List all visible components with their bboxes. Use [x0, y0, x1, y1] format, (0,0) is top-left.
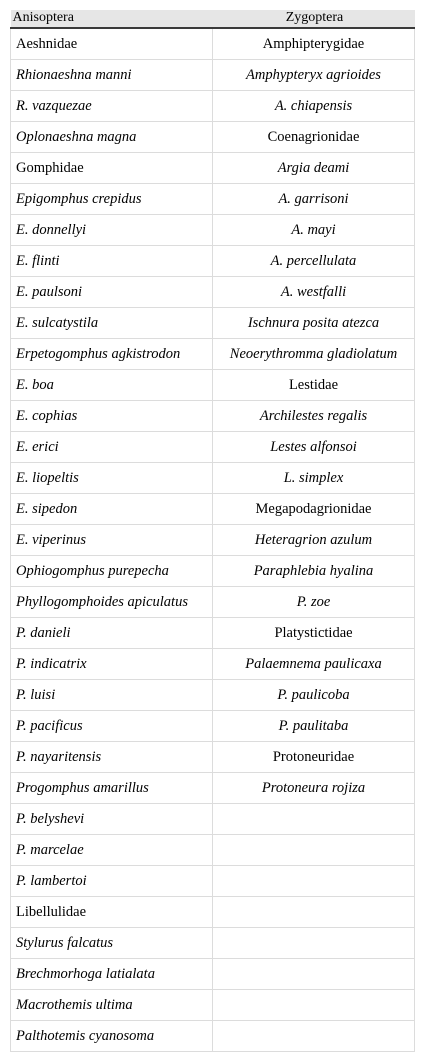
table-row	[11, 525, 415, 556]
anisoptera-cell: Brechmorhoga latialata	[11, 959, 213, 990]
anisoptera-cell: P. luisi	[11, 680, 213, 711]
zygoptera-cell: Lestes alfonsoi	[213, 432, 415, 463]
zygoptera-cell	[213, 897, 415, 928]
zygoptera-cell: P. paulitaba	[213, 711, 415, 742]
table-row	[11, 804, 415, 835]
zygoptera-cell: Coenagrionidae	[213, 122, 415, 153]
zygoptera-cell: P. zoe	[213, 587, 415, 618]
anisoptera-cell: E. erici	[11, 432, 213, 463]
zygoptera-cell: Neoerythromma gladiolatum	[213, 339, 415, 370]
table-row	[11, 401, 415, 432]
table-row	[11, 308, 415, 339]
anisoptera-cell: Phyllogomphoides apiculatus	[11, 587, 213, 618]
zygoptera-cell: Protoneura rojiza	[213, 773, 415, 804]
header-zygoptera: Zygoptera	[213, 10, 415, 28]
header-anisoptera: Anisoptera	[11, 10, 213, 28]
anisoptera-cell: Palthotemis cyanosoma	[11, 1021, 213, 1052]
table-row	[11, 494, 415, 525]
table-row	[11, 711, 415, 742]
table-row	[11, 866, 415, 897]
table-row	[11, 990, 415, 1021]
anisoptera-cell: P. nayaritensis	[11, 742, 213, 773]
table-row	[11, 432, 415, 463]
zygoptera-cell	[213, 1021, 415, 1052]
anisoptera-cell: Libellulidae	[11, 897, 213, 928]
anisoptera-cell: Ophiogomphus purepecha	[11, 556, 213, 587]
anisoptera-cell: Oplonaeshna magna	[11, 122, 213, 153]
table-row	[11, 122, 415, 153]
anisoptera-cell: Progomphus amarillus	[11, 773, 213, 804]
zygoptera-cell: Amphypteryx agrioides	[213, 60, 415, 91]
anisoptera-cell: Gomphidae	[11, 153, 213, 184]
table-row	[11, 680, 415, 711]
zygoptera-cell	[213, 804, 415, 835]
zygoptera-cell: L. simplex	[213, 463, 415, 494]
zygoptera-cell: Megapodagrionidae	[213, 494, 415, 525]
species-table-container	[10, 10, 412, 1052]
anisoptera-cell: E. donnellyi	[11, 215, 213, 246]
anisoptera-cell: Erpetogomphus agkistrodon	[11, 339, 213, 370]
anisoptera-cell: P. marcelae	[11, 835, 213, 866]
zygoptera-cell: A. garrisoni	[213, 184, 415, 215]
table-row	[11, 463, 415, 494]
anisoptera-cell: E. flinti	[11, 246, 213, 277]
zygoptera-cell: A. chiapensis	[213, 91, 415, 122]
table-row	[11, 246, 415, 277]
zygoptera-cell: A. percellulata	[213, 246, 415, 277]
table-row	[11, 184, 415, 215]
table-row	[11, 370, 415, 401]
table-row	[11, 339, 415, 370]
zygoptera-cell: A. mayi	[213, 215, 415, 246]
anisoptera-cell: P. danieli	[11, 618, 213, 649]
zygoptera-cell: P. paulicoba	[213, 680, 415, 711]
anisoptera-cell: E. cophias	[11, 401, 213, 432]
zygoptera-cell: Platystictidae	[213, 618, 415, 649]
zygoptera-cell: Palaemnema paulicaxa	[213, 649, 415, 680]
zygoptera-cell	[213, 959, 415, 990]
zygoptera-cell: Archilestes regalis	[213, 401, 415, 432]
table-row	[11, 897, 415, 928]
table-row	[11, 773, 415, 804]
table-row	[11, 835, 415, 866]
zygoptera-cell: Argia deami	[213, 153, 415, 184]
anisoptera-cell: E. sipedon	[11, 494, 213, 525]
zygoptera-cell	[213, 990, 415, 1021]
anisoptera-cell: Macrothemis ultima	[11, 990, 213, 1021]
anisoptera-cell: Rhionaeshna manni	[11, 60, 213, 91]
table-row	[11, 215, 415, 246]
zygoptera-cell: Amphipterygidae	[213, 28, 415, 60]
table-row	[11, 556, 415, 587]
zygoptera-cell	[213, 835, 415, 866]
zygoptera-cell: Lestidae	[213, 370, 415, 401]
anisoptera-cell: Epigomphus crepidus	[11, 184, 213, 215]
anisoptera-cell: E. paulsoni	[11, 277, 213, 308]
table-row	[11, 28, 415, 60]
zygoptera-cell: Paraphlebia hyalina	[213, 556, 415, 587]
table-row	[11, 649, 415, 680]
table-row	[11, 60, 415, 91]
table-header-row	[11, 10, 415, 28]
anisoptera-cell: P. belyshevi	[11, 804, 213, 835]
zygoptera-cell: Heteragrion azulum	[213, 525, 415, 556]
anisoptera-cell: E. viperinus	[11, 525, 213, 556]
anisoptera-cell: P. indicatrix	[11, 649, 213, 680]
species-table	[10, 10, 415, 1052]
table-row	[11, 587, 415, 618]
zygoptera-cell	[213, 928, 415, 959]
table-row	[11, 928, 415, 959]
table-row	[11, 959, 415, 990]
anisoptera-cell: E. boa	[11, 370, 213, 401]
anisoptera-cell: E. liopeltis	[11, 463, 213, 494]
zygoptera-cell	[213, 866, 415, 897]
table-row	[11, 153, 415, 184]
anisoptera-cell: Aeshnidae	[11, 28, 213, 60]
table-row	[11, 91, 415, 122]
zygoptera-cell: Protoneuridae	[213, 742, 415, 773]
table-row	[11, 277, 415, 308]
zygoptera-cell: A. westfalli	[213, 277, 415, 308]
table-body	[11, 28, 415, 1052]
table-row	[11, 1021, 415, 1052]
table-row	[11, 618, 415, 649]
anisoptera-cell: E. sulcatystila	[11, 308, 213, 339]
anisoptera-cell: P. lambertoi	[11, 866, 213, 897]
anisoptera-cell: P. pacificus	[11, 711, 213, 742]
table-row	[11, 742, 415, 773]
anisoptera-cell: Stylurus falcatus	[11, 928, 213, 959]
zygoptera-cell: Ischnura posita atezca	[213, 308, 415, 339]
anisoptera-cell: R. vazquezae	[11, 91, 213, 122]
